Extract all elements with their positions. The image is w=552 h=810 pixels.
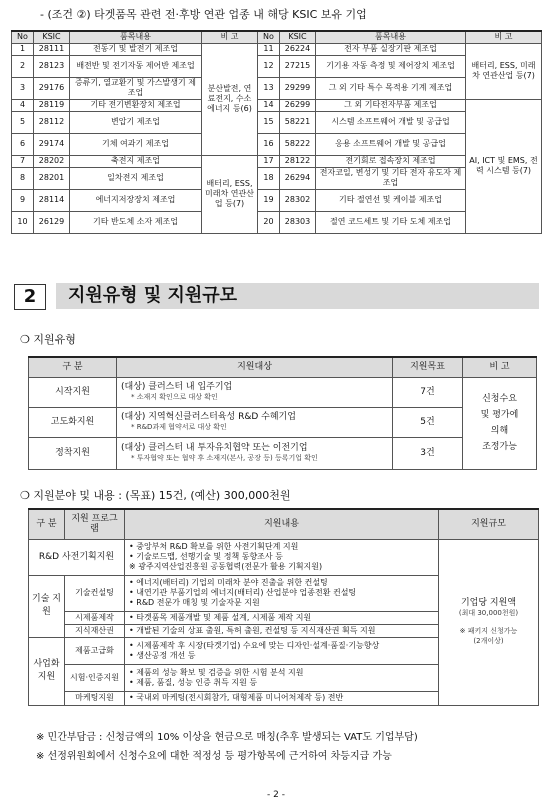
- consult-content: [125, 575, 439, 611]
- row-item: 전자코일, 변성기 및 기타 전자 유도자 제조업: [316, 167, 466, 189]
- row-ksic: 28303: [280, 211, 316, 233]
- col-no: No: [12, 31, 34, 43]
- row-item: 시스템 소프트웨어 개발 및 공급업: [316, 111, 466, 133]
- section-title: 지원유형 및 지원규모: [56, 283, 539, 309]
- row-no: 7: [12, 155, 34, 167]
- row-ksic: 28119: [34, 99, 70, 111]
- row-item: 응용 소프트웨어 개발 및 공급업: [316, 133, 466, 155]
- row-ksic: 26294: [280, 167, 316, 189]
- goal-value: 5건: [393, 407, 463, 437]
- row-item: 전기회로 접속장치 제조업: [316, 155, 466, 167]
- row-ksic: 27215: [280, 55, 316, 77]
- row-no: 2: [12, 55, 34, 77]
- table-row: [12, 55, 542, 77]
- row-ksic: 28201: [34, 167, 70, 189]
- program-label: 시제품제작: [65, 611, 125, 624]
- content-line: • 제품, 품질, 성능 인증 취득 지원 등: [129, 677, 258, 687]
- content-line: • 생산공정 개선 등: [129, 650, 196, 660]
- row-no: 15: [258, 111, 280, 133]
- goal-value: 3건: [393, 437, 463, 469]
- table-row: [12, 111, 542, 133]
- row-item: 전동기 및 발전기 제조업: [70, 43, 202, 55]
- right-note-ai: AI, ICT 및 EMS, 전력 시스템 등(7): [466, 99, 542, 233]
- col-note: 비 고: [463, 357, 537, 377]
- type-note: [463, 377, 537, 469]
- ksic-header-row: [12, 31, 542, 43]
- rnd-label: R&D 사전기획지원: [29, 539, 125, 575]
- content-line: • 기술로드맵, 선행기술 및 정책 동향조사 등: [129, 552, 283, 561]
- content-line: • 에너지(배터리) 기업의 미래차 분야 진출을 위한 컨설팅: [129, 578, 328, 587]
- row-no: 20: [258, 211, 280, 233]
- col-note-2: 비 고: [466, 31, 542, 43]
- row-item: 일차전지 제조업: [70, 167, 202, 189]
- row-item: 기타 전기변환장치 제조업: [70, 99, 202, 111]
- row-no: 14: [258, 99, 280, 111]
- row-no: 5: [12, 111, 34, 133]
- support-type-heading: ❍ 지원유형: [20, 333, 76, 346]
- support-type-table: [28, 356, 537, 470]
- type-label: 시작지원: [29, 377, 117, 407]
- row-item: 기체 여과기 제조업: [70, 133, 202, 155]
- row-item: 그 외 기타전자부품 제조업: [316, 99, 466, 111]
- row-ksic: 28112: [34, 111, 70, 133]
- row-item: 절연 코드세트 및 기타 도체 제조업: [316, 211, 466, 233]
- row-no: 12: [258, 55, 280, 77]
- row-ksic: 58222: [280, 133, 316, 155]
- content-line: • R&D 전문가 매칭 및 기술자문 지원: [129, 598, 260, 607]
- row-item: 전자 부품 실장기판 제조업: [316, 43, 466, 55]
- note-line: 신청수요: [482, 394, 517, 404]
- row-no: 4: [12, 99, 34, 111]
- row-ksic: 28123: [34, 55, 70, 77]
- col-no-2: No: [258, 31, 280, 43]
- note-line: 조정가능: [482, 442, 517, 452]
- target-cell: [117, 377, 393, 407]
- col-note: 비 고: [202, 31, 258, 43]
- scale-main: 기업당 지원액: [460, 598, 517, 608]
- left-note-battery: 배터리, ESS, 미래차 연관산업 등(7): [202, 155, 258, 233]
- target-sub: * 투자협약 또는 협약 후 소재지(본사, 공장 등) 등록기업 확인: [131, 454, 318, 462]
- row-no: 9: [12, 189, 34, 211]
- row-item: 배전반 및 전기자동 제어반 제조업: [70, 55, 202, 77]
- row-no: 19: [258, 189, 280, 211]
- section-number: 2: [14, 284, 46, 310]
- target-sub: * R&D과제 협약서로 대상 확인: [131, 423, 227, 431]
- target-cell: [117, 437, 393, 469]
- target-text: (대상) 지역혁신클러스터육성 R&D 수혜기업: [121, 412, 296, 422]
- row-no: 10: [12, 211, 34, 233]
- table-row: [12, 99, 542, 111]
- target-text: (대상) 클러스터 내 입주기업: [121, 382, 233, 392]
- top-heading: - (조건 ②) 타겟품목 관련 전·후방 연관 업종 내 해당 KSIC 보유 기업: [40, 8, 367, 21]
- table-row: [12, 189, 542, 211]
- row-no: 6: [12, 133, 34, 155]
- row-ksic: 26224: [280, 43, 316, 55]
- footnote-1: ※ 민간부담금 : 신청금액의 10% 이상을 현금으로 매칭(추후 발생되는 VAT도 기업부담): [36, 732, 418, 743]
- row-ksic: 28302: [280, 189, 316, 211]
- table-row: [12, 167, 542, 189]
- row-item: 변압기 제조업: [70, 111, 202, 133]
- col-item: 품목내용: [70, 31, 202, 43]
- row-ksic: 29299: [280, 77, 316, 99]
- table-row: [29, 407, 537, 437]
- row-ksic: 26299: [280, 99, 316, 111]
- table-row: [29, 437, 537, 469]
- row-ksic: 58221: [280, 111, 316, 133]
- row-ksic: 28122: [280, 155, 316, 167]
- row-no: 16: [258, 133, 280, 155]
- scale-note: (2개이상): [473, 637, 504, 645]
- col-target: 지원대상: [117, 357, 393, 377]
- row-item: 축전지 제조업: [70, 155, 202, 167]
- row-item: 그 외 기타 특수 목적용 기계 제조업: [316, 77, 466, 99]
- row-item: 에너지저장장치 제조업: [70, 189, 202, 211]
- row-no: 13: [258, 77, 280, 99]
- content-line: • 개발된 기술의 상표 출원, 특허 출원, 컨설팅 등 지식재산권 획득 지원: [125, 624, 439, 637]
- row-ksic: 28111: [34, 43, 70, 55]
- support-field-table: [28, 508, 539, 706]
- col-ksic: KSIC: [34, 31, 70, 43]
- cert-content: [125, 664, 439, 691]
- type-label: 고도화지원: [29, 407, 117, 437]
- row-no: 11: [258, 43, 280, 55]
- target-cell: [117, 407, 393, 437]
- content-line: • 타겟품목 제품개발 및 제품 설계, 시제품 제작 지원: [125, 611, 439, 624]
- scale-note: ※ 패키지 신청가능: [459, 627, 518, 635]
- program-label: 기술컨설팅: [65, 575, 125, 611]
- col-group: 구 분: [29, 509, 65, 539]
- program-label: 제품고급화: [65, 637, 125, 664]
- content-line: • 내연기관 부품기업의 에너지(배터리) 산업분야 업종전환 컨설팅: [129, 588, 357, 597]
- note-line: 의해: [490, 426, 509, 436]
- row-no: 18: [258, 167, 280, 189]
- target-sub: * 소재지 확인으로 대상 확인: [131, 393, 218, 401]
- col-content: 지원내용: [125, 509, 439, 539]
- row-item: 기타 반도체 소자 제조업: [70, 211, 202, 233]
- table-row: [12, 43, 542, 55]
- row-item: 기타 절연선 및 케이블 제조업: [316, 189, 466, 211]
- ksic-table: [11, 30, 542, 234]
- goal-value: 7건: [393, 377, 463, 407]
- content-line: • 국내외 마케팅(전시회참가, 대형제품 미니어처제작 등) 전반: [125, 691, 439, 705]
- right-note-battery: 배터리, ESS, 미래차 연관산업 등(7): [466, 43, 542, 99]
- table-row: [12, 155, 542, 167]
- support-field-heading: ❍ 지원분야 및 내용 : (목표) 15건, (예산) 300,000천원: [20, 489, 291, 502]
- table-row: [12, 133, 542, 155]
- type-label: 정착지원: [29, 437, 117, 469]
- support-type-header-row: [29, 357, 537, 377]
- row-ksic: 29176: [34, 77, 70, 99]
- row-no: 1: [12, 43, 34, 55]
- col-goal: 지원목표: [393, 357, 463, 377]
- program-label: 시험·인증지원: [65, 664, 125, 691]
- col-ksic-2: KSIC: [280, 31, 316, 43]
- table-row: [12, 77, 542, 99]
- row-item: 기기용 자동 측정 및 제어장치 제조업: [316, 55, 466, 77]
- footnote-2: ※ 선정위원회에서 신청수요에 대한 적정성 등 평가항목에 근거하여 차등지급 가능: [36, 751, 392, 762]
- note-line: 및 평가에: [480, 410, 519, 420]
- row-ksic: 28202: [34, 155, 70, 167]
- target-text: (대상) 클러스터 내 투자유치협약 또는 이전기업: [121, 443, 308, 453]
- rnd-content: [125, 539, 439, 575]
- adv-content: [125, 637, 439, 664]
- row-no: 17: [258, 155, 280, 167]
- scale-cell: [439, 539, 539, 705]
- content-line: • 시제품제작 후 시장(타겟기업) 수요에 맞는 디자인·설계·품질·기능향상: [129, 640, 380, 650]
- row-no: 3: [12, 77, 34, 99]
- biz-group: 사업화 지원: [29, 637, 65, 705]
- content-line: • 제품의 성능 확보 및 검증을 위한 시험 분석 지원: [129, 667, 304, 677]
- col-scale: 지원규모: [439, 509, 539, 539]
- col-type: 구 분: [29, 357, 117, 377]
- table-row: [12, 211, 542, 233]
- table-row: [29, 377, 537, 407]
- left-note-energy: 분산발전, 연료전지, 수소에너지 등(6): [202, 43, 258, 155]
- table-row: [29, 539, 539, 575]
- content-line: • 중앙부처 R&D 확보를 위한 사전기획단계 지원: [129, 542, 299, 551]
- row-item: 증류기, 열교환기 및 가스발생기 제조업: [70, 77, 202, 99]
- content-line: ※ 광주지역산업진흥원 공동협력(전문가 활용 기획지원): [129, 562, 323, 571]
- scale-sub: (최대 30,000천원): [458, 609, 519, 617]
- program-label: 지식재산권: [65, 624, 125, 637]
- row-ksic: 28114: [34, 189, 70, 211]
- col-item-2: 품목내용: [316, 31, 466, 43]
- page-number: - 2 -: [267, 790, 285, 800]
- support-field-header-row: [29, 509, 539, 539]
- row-no: 8: [12, 167, 34, 189]
- tech-group: 기술 지원: [29, 575, 65, 637]
- row-ksic: 26129: [34, 211, 70, 233]
- program-label: 마케팅지원: [65, 691, 125, 705]
- col-program: 지원 프로그램: [65, 509, 125, 539]
- row-ksic: 29174: [34, 133, 70, 155]
